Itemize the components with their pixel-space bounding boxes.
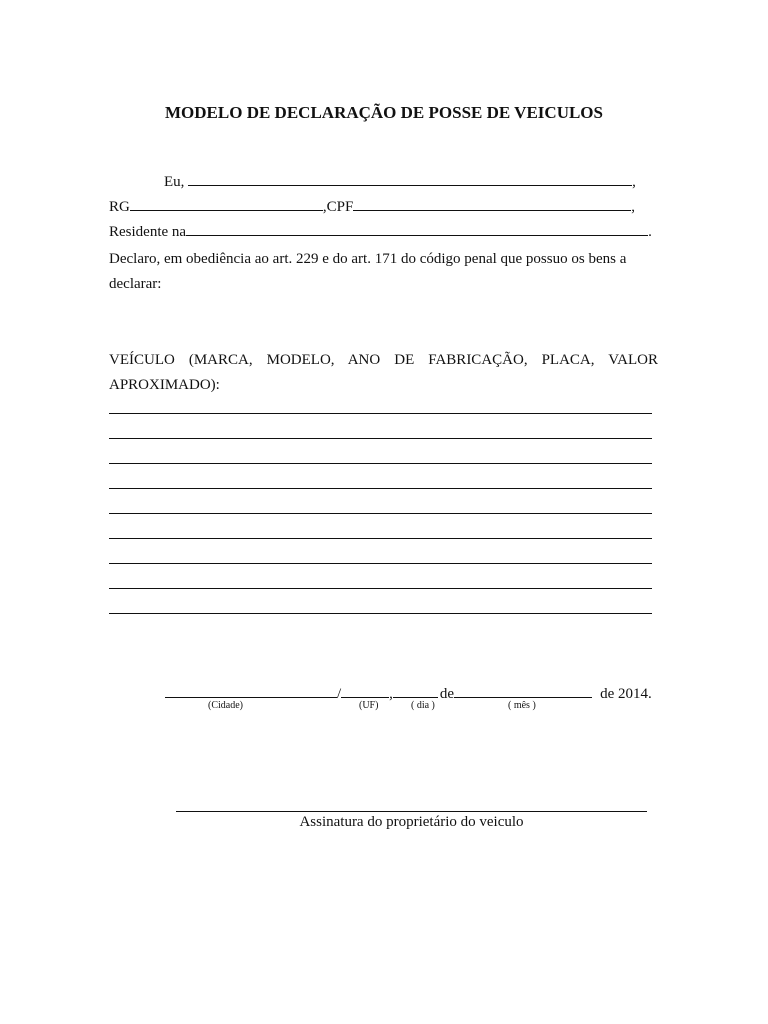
address-blank[interactable] bbox=[186, 222, 648, 236]
vehicle-line-1[interactable] bbox=[109, 413, 652, 414]
document-title: MODELO DE DECLARAÇÃO DE POSSE DE VEICULOS bbox=[165, 103, 603, 122]
name-line bbox=[164, 172, 636, 192]
city-blank[interactable] bbox=[165, 684, 337, 698]
comma: , bbox=[632, 174, 636, 190]
vehicle-line-9[interactable] bbox=[109, 613, 652, 614]
vehicle-line-5[interactable] bbox=[109, 513, 652, 514]
signature-caption: Assinatura do proprietário do veiculo bbox=[299, 814, 524, 830]
rg-label: RG bbox=[109, 199, 130, 215]
mes-caption: ( mês ) bbox=[508, 700, 536, 711]
day-blank[interactable] bbox=[393, 684, 438, 698]
residente-label: Residente na bbox=[109, 224, 187, 240]
comma: , bbox=[631, 199, 636, 215]
vehicle-line-6[interactable] bbox=[109, 538, 652, 539]
cidade-caption: (Cidade) bbox=[208, 700, 243, 711]
de-label: de bbox=[439, 686, 455, 702]
dia-caption: ( dia ) bbox=[411, 700, 435, 711]
rg-blank[interactable] bbox=[130, 197, 323, 211]
vehicle-line-4[interactable] bbox=[109, 488, 652, 489]
uf-caption: (UF) bbox=[359, 700, 379, 711]
address-line bbox=[109, 222, 652, 242]
cpf-blank[interactable] bbox=[353, 197, 631, 211]
period: . bbox=[648, 224, 652, 240]
name-blank[interactable] bbox=[188, 172, 632, 186]
vehicle-line-2[interactable] bbox=[109, 438, 652, 439]
comma: , bbox=[389, 686, 393, 702]
declaration-paragraph: Declaro, em obediência ao art. 229 e do art. 171 do código penal que possuo os bens a declarar: bbox=[109, 251, 627, 292]
cpf-label: ,CPF bbox=[322, 199, 354, 215]
vehicle-line-8[interactable] bbox=[109, 588, 652, 589]
vehicle-heading: VEÍCULO (MARCA, MODELO, ANO DE FABRICAÇÃO, PLACA, VALOR APROXIMADO): bbox=[109, 352, 658, 393]
signature-line[interactable] bbox=[176, 811, 647, 812]
uf-blank[interactable] bbox=[341, 684, 389, 698]
year-suffix: de 2014. bbox=[600, 686, 652, 702]
rg-cpf-line bbox=[109, 197, 635, 217]
eu-label: Eu, bbox=[164, 174, 189, 190]
vehicle-line-3[interactable] bbox=[109, 463, 652, 464]
vehicle-line-7[interactable] bbox=[109, 563, 652, 564]
month-blank[interactable] bbox=[454, 684, 592, 698]
slash: / bbox=[337, 686, 342, 702]
